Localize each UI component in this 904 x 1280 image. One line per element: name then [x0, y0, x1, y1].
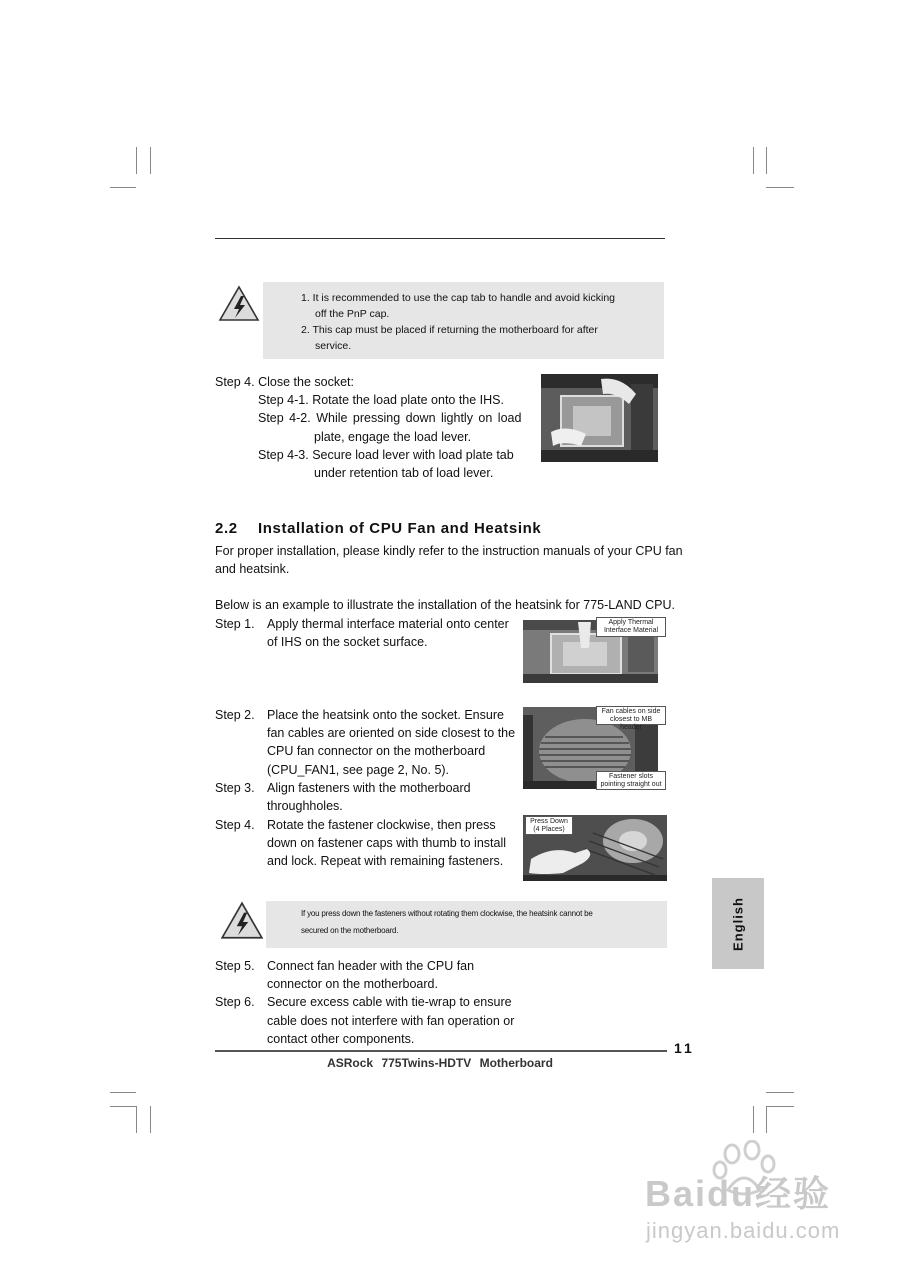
- step-line: contact other components.: [267, 1032, 415, 1046]
- crop-mark: [110, 1106, 136, 1107]
- callout-line: Press Down: [530, 818, 568, 825]
- paragraph-line: and heatsink.: [215, 562, 290, 576]
- step-line: Step 4-3. Secure load lever with load plate tab: [258, 448, 514, 462]
- language-tab: [712, 878, 764, 969]
- step-label: Step 5.: [215, 959, 255, 973]
- step-line: throughholes.: [267, 799, 343, 813]
- paragraph-line: Below is an example to illustrate the installation of the heatsink for 775-LAND CPU.: [215, 598, 675, 612]
- step-line: Connect fan header with the CPU fan: [267, 959, 475, 973]
- footer-rule: [215, 1050, 667, 1052]
- callout-line: Apply Thermal: [608, 619, 654, 626]
- crop-mark: [766, 1106, 794, 1107]
- callout-line: pointing straight out: [600, 781, 662, 788]
- section-title: Installation of CPU Fan and Heatsink: [258, 520, 542, 537]
- callout-line: Fan cables on side: [601, 708, 661, 715]
- step-line: Align fasteners with the motherboard: [267, 781, 471, 795]
- crop-mark: [766, 1092, 794, 1093]
- crop-mark: [110, 187, 136, 188]
- step-label: Step 3.: [215, 781, 255, 795]
- step-line: Step 4-1. Rotate the load plate onto the IHS.: [258, 393, 504, 407]
- crop-mark: [136, 1106, 137, 1133]
- page-number: 11: [674, 1040, 695, 1056]
- step-line: Apply thermal interface material onto center: [267, 617, 509, 631]
- crop-mark: [753, 1106, 754, 1133]
- step-label: Step 1.: [215, 617, 255, 631]
- fan-cables-callout: [596, 706, 666, 731]
- callout-line: Fastener slots: [609, 773, 653, 780]
- note-line: off the PnP cap.: [315, 308, 390, 320]
- crop-mark: [766, 1106, 767, 1133]
- step-line: CPU fan connector on the motherboard: [267, 744, 486, 758]
- step-line: down on fastener caps with thumb to install: [267, 836, 507, 850]
- socket-closing-photo: [541, 374, 658, 462]
- section-number: 2.2: [215, 520, 238, 537]
- callout-line: (4 Places): [533, 826, 565, 833]
- paragraph-line: For proper installation, please kindly refer to the instruction manuals of your CPU fan: [215, 544, 683, 558]
- crop-mark: [150, 147, 151, 174]
- step-line: fan cables are oriented on side closest to the: [267, 726, 516, 740]
- note-line: service.: [315, 340, 352, 352]
- watermark-brand: Baidu经验: [645, 1173, 832, 1214]
- step-line: of IHS on the socket surface.: [267, 635, 428, 649]
- step-label: Step 6.: [215, 995, 255, 1009]
- crop-mark: [110, 1092, 136, 1093]
- step-line: Place the heatsink onto the socket. Ensure: [267, 708, 504, 722]
- step-line: plate, engage the load lever.: [314, 430, 472, 444]
- warning-icon: [219, 900, 265, 942]
- press-down-callout: [525, 816, 573, 835]
- step-line: Secure excess cable with tie-wrap to ensure: [267, 995, 512, 1009]
- crop-mark: [136, 147, 137, 174]
- crop-mark: [766, 187, 794, 188]
- language-tab-label: English: [730, 896, 746, 951]
- callout-line: closest to MB header: [609, 716, 652, 731]
- crop-mark: [766, 147, 767, 174]
- step-title: Step 4. Close the socket:: [215, 375, 354, 389]
- fastener-callout: [596, 771, 666, 790]
- header-rule: [215, 238, 665, 239]
- note-line: 2. This cap must be placed if returning the motherboard for after: [301, 324, 598, 336]
- watermark-url: jingyan.baidu.com: [646, 1218, 841, 1243]
- crop-mark: [753, 147, 754, 174]
- step-line: cable does not interfere with fan operation or: [267, 1014, 515, 1028]
- step-label: Step 4.: [215, 818, 255, 832]
- step-line: Step 4-2. While pressing down lightly on load: [258, 411, 522, 425]
- step-line: and lock. Repeat with remaining fasteners.: [267, 854, 504, 868]
- warning-icon: [217, 284, 261, 324]
- note-line: 1. It is recommended to use the cap tab to handle and avoid kicking: [301, 292, 616, 304]
- step-line: connector on the motherboard.: [267, 977, 438, 991]
- step-label: Step 2.: [215, 708, 255, 722]
- note-line: If you press down the fasteners without rotating them clockwise, the heatsink cannot be: [301, 909, 593, 918]
- thermal-callout: [596, 617, 666, 637]
- crop-mark: [150, 1106, 151, 1133]
- callout-line: Interface Material: [603, 627, 659, 634]
- step-line: (CPU_FAN1, see page 2, No. 5).: [267, 763, 450, 777]
- step-line: under retention tab of load lever.: [314, 466, 494, 480]
- note-line: secured on the motherboard.: [301, 926, 399, 935]
- footer-title: ASRock 775Twins-HDTV Motherboard: [327, 1056, 553, 1070]
- step-line: Rotate the fastener clockwise, then press: [267, 818, 496, 832]
